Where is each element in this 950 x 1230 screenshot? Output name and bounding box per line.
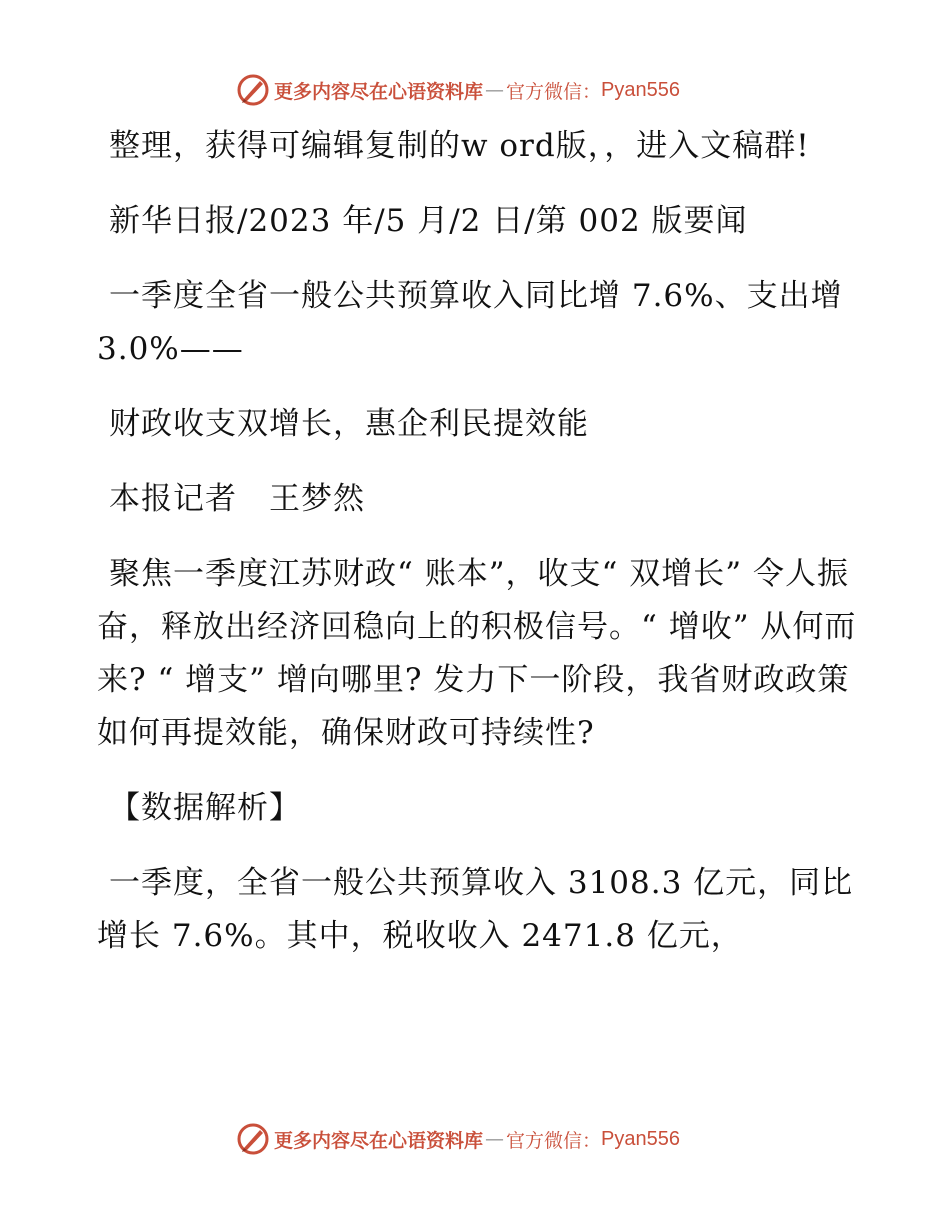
quill-logo-icon — [236, 1122, 270, 1156]
paragraph-data: 一季度，全省一般公共预算收入 3108.3 亿元，同比增长 7.6%。其中，税收收入 2471.8 亿元， — [97, 865, 854, 954]
watermark-label: 官方微信： — [506, 80, 602, 103]
paragraph-section-heading: 【数据解析】 — [109, 790, 301, 826]
paragraph-title: 财政收支双增长，惠企利民提效能 — [109, 406, 589, 442]
watermark-text: 更多内容尽在心语资料库 — [274, 80, 484, 103]
watermark-wechat-id: Pyan556 — [601, 78, 680, 101]
document-body — [97, 120, 857, 985]
quill-logo-icon — [236, 73, 270, 107]
paragraph-source: 新华日报/2023 年/5 月/2 日/第 002 版要闻 — [109, 203, 748, 239]
paragraph-headline: 一季度全省一般公共预算收入同比增 7.6%、支出增 3.0%—— — [97, 278, 854, 367]
header-watermark — [236, 73, 680, 107]
paragraph-lead: 聚焦一季度江苏财政“ 账本”，收支“ 双增长” 令人振奋，释放出经济回稳向上的积极信号。“ 增收” 从何而来? “ 增支” 增向哪里? 发力下一阶段，我省财政政策如何再提效能，确保财政可持续性? — [97, 556, 857, 751]
footer-watermark — [236, 1122, 680, 1156]
paragraph-byline: 本报记者 王梦然 — [109, 481, 365, 517]
watermark-dash: — — [485, 1128, 505, 1150]
watermark-wechat-id: Pyan556 — [601, 1127, 680, 1150]
paragraph-intro: 整理，获得可编辑复制的w ord版，，进入文稿群! — [109, 128, 810, 164]
watermark-dash: — — [485, 79, 505, 101]
watermark-text: 更多内容尽在心语资料库 — [274, 1129, 484, 1152]
watermark-label: 官方微信： — [506, 1129, 602, 1152]
